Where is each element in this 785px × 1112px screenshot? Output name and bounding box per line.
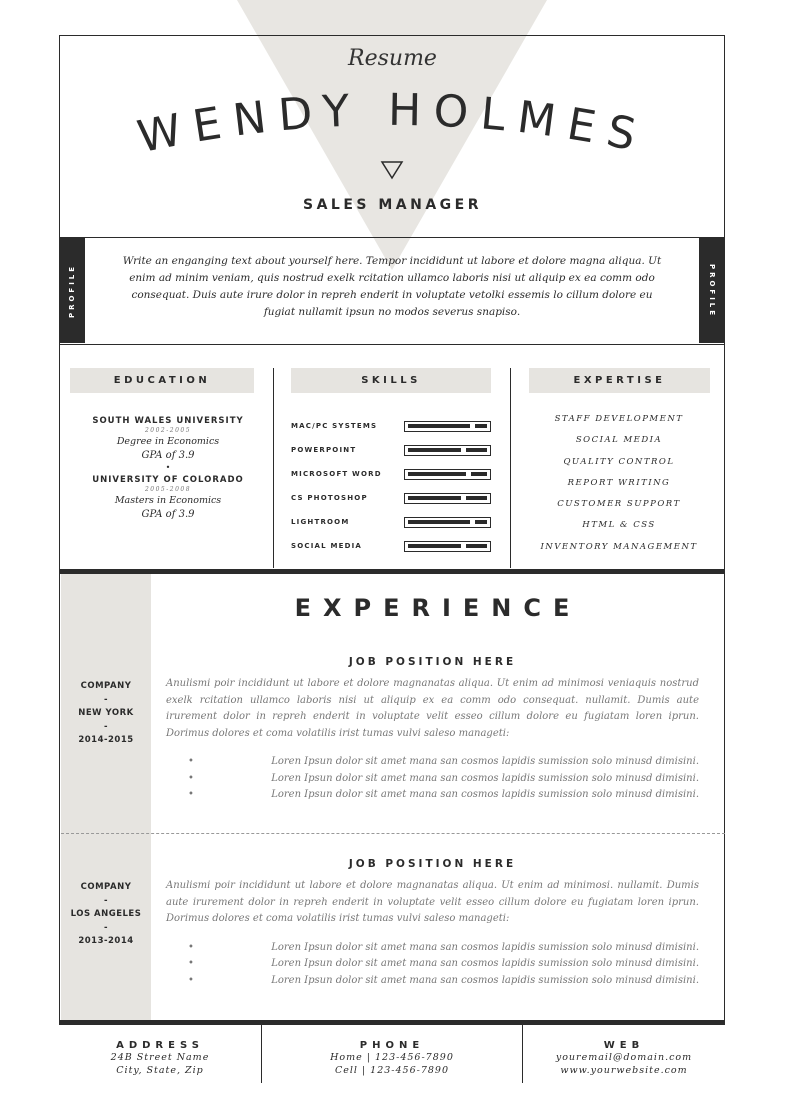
job-title: JOB POSITION HERE bbox=[348, 858, 517, 870]
job-bullet: • Loren Ipsun dolor sit amet mana san cosmos lapidis sumission solo minusd dimisini. bbox=[166, 787, 699, 804]
profile-tab-label: PROFILE bbox=[68, 263, 77, 318]
job-dates: 2014-2015 bbox=[78, 735, 134, 745]
profile-tab-left bbox=[59, 238, 85, 343]
svg-text:WENDY HOLMES bbox=[133, 85, 651, 163]
skill-level-bar bbox=[404, 469, 491, 480]
expertise-item: CUSTOMER SUPPORT bbox=[557, 499, 681, 510]
meta-separator: - bbox=[103, 694, 109, 705]
skill-bar-end bbox=[471, 472, 487, 476]
profile-tab-right bbox=[699, 238, 725, 343]
experience-heading: EXPERIENCE bbox=[294, 594, 582, 622]
skill-level-bar bbox=[404, 421, 491, 432]
job-bullets bbox=[166, 754, 699, 804]
skill-fill bbox=[408, 472, 466, 476]
applicant-name-text: WENDY HOLMES bbox=[133, 85, 652, 164]
skill-fill bbox=[408, 496, 461, 500]
skill-label: MICROSOFT WORD bbox=[291, 470, 382, 478]
expertise-item: STAFF DEVELOPMENT bbox=[554, 414, 684, 424]
skill-row bbox=[291, 462, 491, 486]
company-name: COMPANY bbox=[80, 681, 132, 691]
skill-bar-end bbox=[475, 520, 487, 524]
section-rule bbox=[59, 1020, 725, 1025]
job-divider bbox=[61, 833, 725, 834]
job-dates: 2013-2014 bbox=[78, 936, 134, 946]
gpa: GPA of 3.9 bbox=[141, 509, 195, 520]
skill-row bbox=[291, 486, 491, 510]
skill-fill bbox=[408, 544, 461, 548]
expertise-item: QUALITY CONTROL bbox=[563, 456, 675, 467]
expertise-item: HTML & CSS bbox=[582, 520, 656, 531]
skill-label: MAC/PC SYSTEMS bbox=[291, 422, 378, 430]
job-bullet: • Loren Ipsun dolor sit amet mana san cosmos lapidis sumission solo minusd dimisini. bbox=[166, 754, 699, 771]
address-line: City, State, Zip bbox=[116, 1065, 204, 1076]
education-heading: EDUCATION bbox=[70, 368, 254, 393]
skill-bar-end bbox=[475, 424, 487, 428]
expertise-item: REPORT WRITING bbox=[567, 477, 671, 488]
school-name: UNIVERSITY OF COLORADO bbox=[92, 475, 244, 485]
experience-side-panel bbox=[61, 574, 151, 1020]
section-rule bbox=[59, 569, 725, 574]
profile-section bbox=[59, 237, 725, 345]
skill-bar-end bbox=[466, 448, 487, 452]
expertise-item: INVENTORY MANAGEMENT bbox=[540, 541, 698, 552]
skill-fill bbox=[408, 424, 470, 428]
website-link[interactable]: www.yourwebsite.com bbox=[560, 1065, 688, 1076]
web-heading: WEB bbox=[603, 1040, 645, 1051]
skill-level-bar bbox=[404, 517, 491, 528]
skill-row bbox=[291, 510, 491, 534]
degree: Masters in Economics bbox=[114, 495, 222, 506]
job-entry bbox=[166, 858, 699, 989]
skill-level-bar bbox=[404, 493, 491, 504]
skill-row bbox=[291, 438, 491, 462]
skill-row bbox=[291, 534, 491, 558]
skill-level-bar bbox=[404, 541, 491, 552]
job-bullet: • Loren Ipsun dolor sit amet mana san cosmos lapidis sumission solo minusd dimisini. bbox=[166, 771, 699, 788]
column-divider bbox=[273, 368, 274, 568]
skill-fill bbox=[408, 520, 470, 524]
job-entry bbox=[166, 656, 699, 804]
column-divider bbox=[510, 368, 511, 568]
company-location: LOS ANGELES bbox=[70, 909, 142, 919]
expertise-item: SOCIAL MEDIA bbox=[575, 435, 663, 446]
phone-line: Home | 123-456-7890 bbox=[330, 1052, 454, 1063]
skill-label: LIGHTROOM bbox=[291, 518, 350, 526]
skill-label: SOCIAL MEDIA bbox=[291, 542, 363, 550]
phone-line: Cell | 123-456-7890 bbox=[334, 1065, 450, 1076]
meta-separator: - bbox=[103, 922, 109, 933]
resume-script-label: Resume bbox=[348, 46, 437, 71]
job-bullet: • Loren Ipsun dolor sit amet mana san cosmos lapidis sumission solo minusd dimisini. bbox=[166, 940, 699, 957]
job-title: JOB POSITION HERE bbox=[348, 656, 517, 668]
gpa: GPA of 3.9 bbox=[141, 450, 195, 461]
company-location: NEW YORK bbox=[78, 708, 134, 718]
address-block bbox=[59, 1025, 261, 1083]
skills-heading: SKILLS bbox=[291, 368, 491, 393]
company-name: COMPANY bbox=[80, 882, 132, 892]
down-triangle-icon bbox=[380, 160, 404, 180]
phone-block bbox=[262, 1025, 522, 1083]
expertise-list bbox=[527, 412, 711, 561]
address-line: 24B Street Name bbox=[110, 1052, 210, 1063]
contact-footer bbox=[59, 1025, 725, 1085]
separator-dot: • bbox=[165, 463, 171, 472]
job-bullet: • Loren Ipsun dolor sit amet mana san cosmos lapidis sumission solo minusd dimisini. bbox=[166, 973, 699, 990]
meta-separator: - bbox=[103, 895, 109, 906]
skill-bar-end bbox=[466, 496, 487, 500]
job-role: SALES MANAGER bbox=[302, 197, 482, 213]
education-list bbox=[70, 414, 266, 520]
skill-level-bar bbox=[404, 445, 491, 456]
job-description: Anulismi poir incididunt ut labore et dolore magnanatas aliqua. Ut enim ad minimosi. nullamit. Dumis aute irurement dolor in repreh enderit in voluptate velit esseo cillum dolore eu fugiatam loren iprun. Dorimus dolores et coma volatilis irist tumas vulvi saleso manageti: bbox=[166, 880, 699, 924]
skill-label: POWERPOINT bbox=[291, 446, 357, 454]
skill-label: CS PHOTOSHOP bbox=[291, 494, 368, 502]
address-heading: ADDRESS bbox=[116, 1040, 204, 1051]
profile-text: Write an enganging text about yourself here. Tempor incididunt ut labore et dolore magna aliqua. Ut enim ad minim veniam, quis nostrud exelk rcitation ullamco laboris nisi ut aliquip ex ea comm odo consequat. Duis aute irure dolor in repreh enderit in voluptate vetolki essemis lo cillum dolore eu fugiat nullamit ipsun no modos severus snapiso. bbox=[122, 255, 662, 318]
school-years: 2005-2008 bbox=[144, 486, 192, 493]
school-name: SOUTH WALES UNIVERSITY bbox=[92, 416, 244, 426]
job-meta bbox=[61, 680, 151, 748]
meta-separator: - bbox=[103, 721, 109, 732]
email-link[interactable]: youremail@domain.com bbox=[555, 1052, 693, 1063]
phone-heading: PHONE bbox=[359, 1040, 425, 1051]
job-meta bbox=[61, 881, 151, 949]
skill-row bbox=[291, 414, 491, 438]
skill-fill bbox=[408, 448, 461, 452]
job-bullets bbox=[166, 940, 699, 990]
profile-tab-label: PROFILE bbox=[708, 263, 717, 318]
degree: Degree in Economics bbox=[116, 436, 220, 447]
school-years: 2002-2005 bbox=[144, 427, 192, 434]
job-description: Anulismi poir incididunt ut labore et dolore magnanatas aliqua. Ut enim ad minimosi veniaquis nostrud exelk rcitation ullamco laboris nisi ut aliquip ex ea comm odo consequat. nullamit. Dumis aute irurement dolor in repreh enderit in voluptate velit esseo cillum dolore eu fugiatam loren iprun. Dorimus dolores et coma volatilis irist tumas vulvi saleso manageti: bbox=[166, 678, 699, 739]
skills-list bbox=[291, 414, 491, 558]
expertise-heading: EXPERTISE bbox=[529, 368, 710, 393]
skill-bar-end bbox=[466, 544, 487, 548]
web-block bbox=[523, 1025, 725, 1083]
job-bullet: • Loren Ipsun dolor sit amet mana san cosmos lapidis sumission solo minusd dimisini. bbox=[166, 956, 699, 973]
